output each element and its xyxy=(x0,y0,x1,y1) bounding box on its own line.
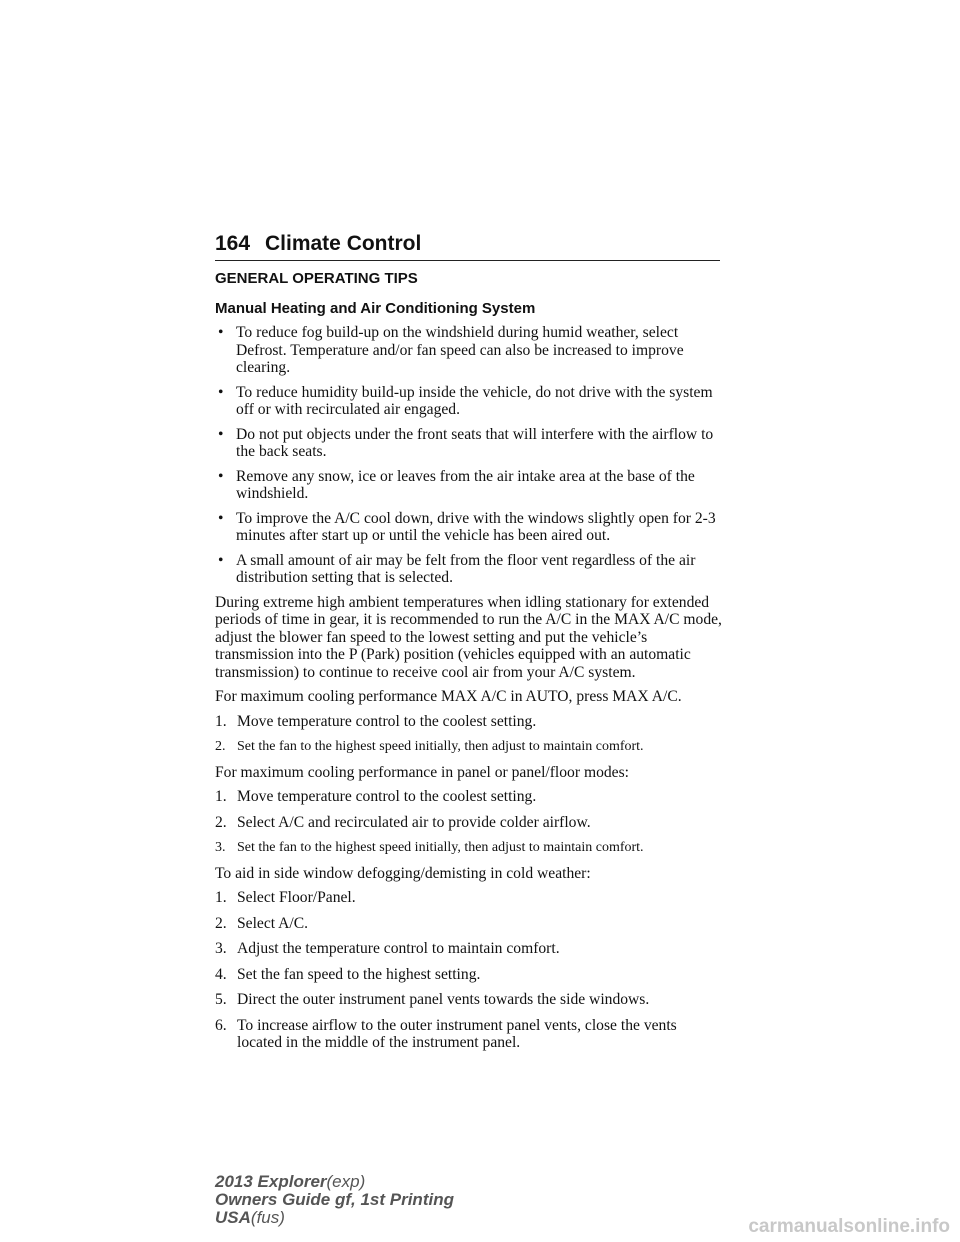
paragraph-extreme-heat: During extreme high ambient temperatures when idling stationary for extended periods of time in gear, it is recommended to run the A/C in the MAX A/C mode, adjust the blower fan speed to the lowest setting and put the vehicle’s transmission into the P (Park) position (vehicles equipped with an automatic transmission) to continue to receive cool air from your A/C system. xyxy=(215,593,722,681)
paragraph-max-auto: For maximum cooling performance MAX A/C in AUTO, press MAX A/C. xyxy=(215,688,682,705)
list-item: • To reduce fog build-up on the windshield during humid weather, select Defrost. Temperature and/or fan speed can also be increased to improve clearing. xyxy=(218,324,684,376)
steps-defog xyxy=(215,889,725,1052)
bullet-icon: • xyxy=(218,324,224,341)
list-item: • To improve the A/C cool down, drive with the windows slightly open for 2-3 minutes after start up or until the vehicle has been aired out. xyxy=(218,509,716,544)
list-item: 2. Select A/C and recirculated air to provide colder airflow. xyxy=(215,813,591,831)
tips-list xyxy=(215,324,725,587)
bullet-icon: • xyxy=(218,467,224,485)
page-footer xyxy=(215,1173,454,1227)
section-title: GENERAL OPERATING TIPS xyxy=(215,270,418,287)
list-item: 2. Select A/C. xyxy=(215,914,309,932)
list-item: 5. Direct the outer instrument panel vents towards the side windows. xyxy=(215,991,650,1008)
page-content xyxy=(215,270,725,1060)
list-item: • Remove any snow, ice or leaves from the air intake area at the base of the windshield. xyxy=(218,467,695,502)
footer-guide: Owners Guide gf, 1st Printing xyxy=(215,1190,454,1209)
paragraph-panel: For maximum cooling performance in panel or panel/floor modes: xyxy=(215,763,629,781)
bullet-icon: • xyxy=(218,425,224,443)
list-item: • To reduce humidity build-up inside the vehicle, do not drive with the system off or with recirculated air engaged. xyxy=(218,383,713,418)
list-item: 6. To increase airflow to the outer instrument panel vents, close the vents located in the middle of the instrument panel. xyxy=(215,1016,677,1051)
bullet-icon: • xyxy=(218,509,224,527)
footer-model: 2013 Explorer xyxy=(215,1172,327,1191)
watermark: carmanualsonline.info xyxy=(748,1216,950,1237)
list-item: 4. Set the fan speed to the highest setting. xyxy=(215,965,481,983)
list-item: 1. Move temperature control to the coolest setting. xyxy=(215,788,537,805)
chapter-title: Climate Control xyxy=(265,232,422,255)
bullet-icon: • xyxy=(218,383,224,401)
list-item: • Do not put objects under the front seats that will interfere with the airflow to the back seats. xyxy=(218,425,714,460)
list-item: 3. Set the fan to the highest speed initially, then adjust to maintain comfort. xyxy=(215,840,644,855)
subsection-title: Manual Heating and Air Conditioning System xyxy=(215,299,536,317)
paragraph-defog: To aid in side window defogging/demisting in cold weather: xyxy=(215,864,591,882)
footer-market: USA xyxy=(215,1208,251,1227)
list-item: 1. Select Floor/Panel. xyxy=(215,889,356,906)
footer-market-code: (fus) xyxy=(250,1208,285,1227)
list-item: 1. Move temperature control to the coolest setting. xyxy=(215,712,537,730)
footer-model-code: (exp) xyxy=(326,1172,366,1191)
list-item: 2. Set the fan to the highest speed initially, then adjust to maintain comfort. xyxy=(215,739,644,754)
page-number: 164 xyxy=(215,232,251,255)
list-item: 3. Adjust the temperature control to maintain comfort. xyxy=(215,940,560,957)
steps-max-auto xyxy=(215,713,725,756)
bullet-icon: • xyxy=(218,551,224,569)
steps-panel xyxy=(215,788,725,857)
list-item: • A small amount of air may be felt from the floor vent regardless of the air distribution setting that is selected. xyxy=(218,551,696,586)
page-header xyxy=(215,228,720,261)
